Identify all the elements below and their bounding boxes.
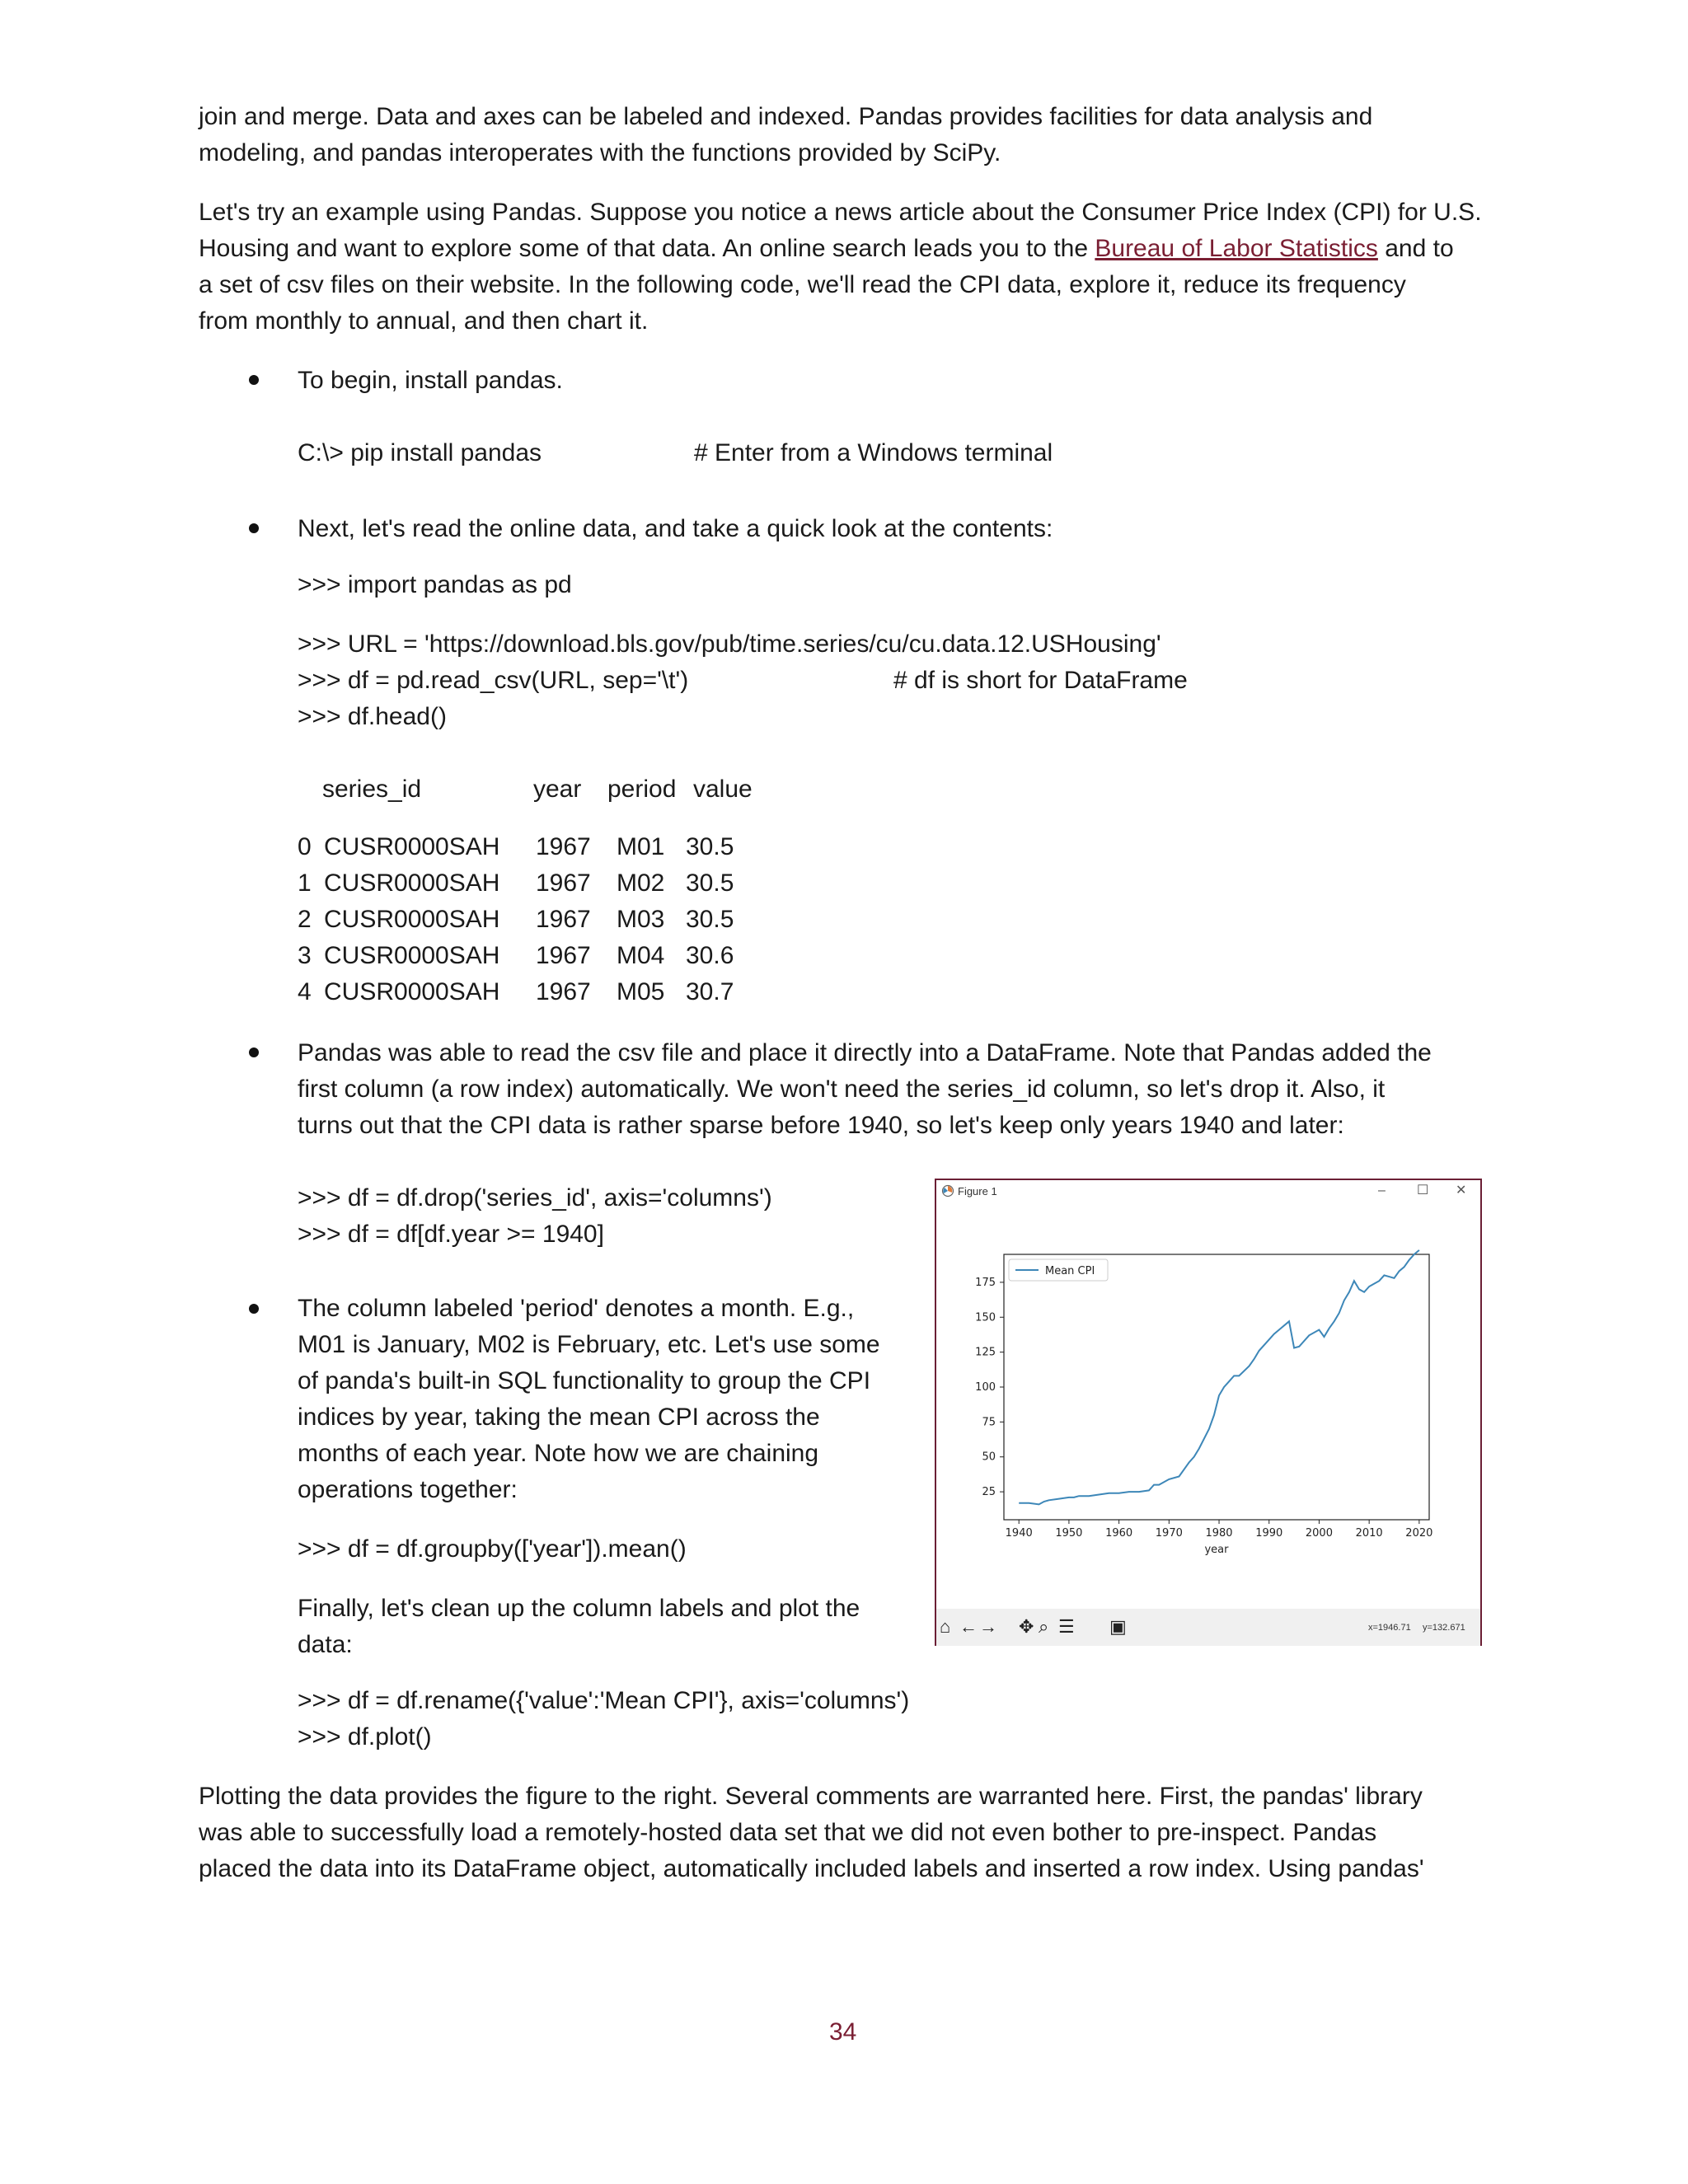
x-tick-label: 1970	[1155, 1527, 1183, 1540]
table-cell: 30.7	[686, 978, 734, 1005]
x-tick-label: 1990	[1255, 1527, 1283, 1540]
closing-line-2: was able to successfully load a remotely-hosted data set that we did not even bother to pre-inspect. Pandas	[199, 1819, 1377, 1846]
code-url: >>> URL = 'https://download.bls.gov/pub/time.series/cu/cu.data.12.USHousing'	[298, 630, 1161, 658]
code-rename: >>> df = df.rename({'value':'Mean CPI'}, axis='columns')	[298, 1687, 910, 1714]
y-tick-label: 100	[975, 1381, 996, 1394]
table-header: year	[533, 776, 582, 803]
code-import: >>> import pandas as pd	[298, 571, 572, 598]
table-cell: 30.5	[686, 906, 734, 933]
table-cell: 30.5	[686, 869, 734, 897]
table-cell: M02	[617, 869, 665, 897]
x-tick-label: 1960	[1105, 1527, 1133, 1540]
paragraph-2-line-3: a set of csv files on their website. In the following code, we'll read the CPI data, explore it, reduce its frequency	[199, 271, 1406, 298]
closing-line-3: placed the data into its DataFrame object, automatically included labels and inserted a row index. Using pandas'	[199, 1855, 1424, 1882]
minimize-button[interactable]: –	[1378, 1183, 1386, 1197]
table-cell: 30.6	[686, 942, 734, 969]
table-cell: CUSR0000SAH	[324, 833, 500, 860]
x-tick-label: 1940	[1005, 1527, 1033, 1540]
x-axis-label: year	[1204, 1544, 1229, 1556]
y-tick-label: 175	[975, 1276, 996, 1289]
bullet-marker	[249, 523, 259, 533]
y-tick-label: 50	[982, 1451, 996, 1464]
table-header: period	[607, 776, 677, 803]
y-tick-label: 25	[982, 1486, 996, 1499]
code-drop: >>> df = df.drop('series_id', axis='columns')	[298, 1184, 772, 1212]
bullet-4-text-2-line-1: Finally, let's clean up the column labels and plot the	[298, 1595, 860, 1622]
code-head: >>> df.head()	[298, 703, 447, 730]
bullet-4-line-6: operations together:	[298, 1476, 518, 1503]
table-cell: 1967	[536, 833, 591, 860]
bullet-4-line-3: of panda's built-in SQL functionality to group the CPI	[298, 1367, 871, 1394]
bullet-3-line-2: first column (a row index) automatically. We won't need the series_id column, so let's drop it. Also, it	[298, 1076, 1386, 1103]
table-header: series_id	[322, 776, 422, 803]
table-cell: 0	[298, 833, 312, 860]
forward-arrow-icon[interactable]: →	[979, 1616, 997, 1637]
code-read-csv: >>> df = pd.read_csv(URL, sep='\t')	[298, 667, 689, 694]
paragraph-1-line-1: join and merge. Data and axes can be labeled and indexed. Pandas provides facilities for data analysis and	[199, 103, 1373, 130]
code-groupby: >>> df = df.groupby(['year']).mean()	[298, 1535, 687, 1563]
page-number: 34	[829, 2018, 857, 2046]
code-comment: # df is short for DataFrame	[893, 667, 1188, 694]
bullet-3-line-3: turns out that the CPI data is rather sparse before 1940, so let's keep only years 1940 and later:	[298, 1112, 1344, 1139]
table-cell: M01	[617, 833, 665, 860]
bullet-marker	[249, 1047, 259, 1057]
table-cell: 1967	[536, 906, 591, 933]
close-button[interactable]: ✕	[1456, 1183, 1467, 1197]
paragraph-2-line-2	[199, 231, 1454, 267]
table-cell: 30.5	[686, 833, 734, 860]
bullet-1-text: To begin, install pandas.	[298, 367, 563, 394]
y-tick-label: 125	[975, 1346, 996, 1359]
cursor-x-readout: x=1946.71	[1368, 1623, 1411, 1633]
figure-window	[935, 1179, 1482, 1646]
bullet-3-line-1: Pandas was able to read the csv file and place it directly into a DataFrame. Note that Pandas added the	[298, 1039, 1432, 1066]
paragraph-2-text: Housing and want to explore some of that data. An online search leads you to the	[199, 235, 1095, 262]
bullet-4-text-2-line-2: data:	[298, 1631, 353, 1658]
table-cell: 1967	[536, 978, 591, 1005]
bullet-2-text: Next, let's read the online data, and take a quick look at the contents:	[298, 515, 1053, 542]
table-cell: 1967	[536, 869, 591, 897]
x-tick-label: 2020	[1405, 1527, 1433, 1540]
app-icon	[941, 1184, 954, 1197]
bullet-4-line-5: months of each year. Note how we are chaining	[298, 1440, 819, 1467]
table-cell: CUSR0000SAH	[324, 869, 500, 897]
configure-icon[interactable]: ☰	[1058, 1616, 1075, 1637]
home-icon[interactable]: ⌂	[940, 1616, 951, 1637]
y-tick-label: 75	[982, 1416, 996, 1429]
pan-icon[interactable]: ✥	[1019, 1616, 1034, 1637]
bullet-4-line-4: indices by year, taking the mean CPI across the	[298, 1404, 820, 1431]
y-tick-label: 150	[975, 1311, 996, 1324]
code-filter: >>> df = df[df.year >= 1940]	[298, 1221, 604, 1248]
save-icon[interactable]: ▣	[1109, 1616, 1127, 1637]
paragraph-1-line-2: modeling, and pandas interoperates with the functions provided by SciPy.	[199, 139, 1001, 166]
table-cell: 4	[298, 978, 312, 1005]
figure-title: Figure 1	[958, 1185, 997, 1197]
table-cell: CUSR0000SAH	[324, 906, 500, 933]
bullet-marker	[249, 375, 259, 385]
table-cell: 2	[298, 906, 312, 933]
table-cell: 1967	[536, 942, 591, 969]
code-plot: >>> df.plot()	[298, 1723, 432, 1750]
closing-line-1: Plotting the data provides the figure to the right. Several comments are warranted here. First, the pandas' library	[199, 1783, 1423, 1810]
figure-toolbar	[936, 1609, 1480, 1646]
paragraph-2-line-1: Let's try an example using Pandas. Suppose you notice a news article about the Consumer Price Index (CPI) for U.S.	[199, 199, 1482, 226]
x-tick-label: 2010	[1355, 1527, 1383, 1540]
bullet-marker	[249, 1304, 259, 1314]
x-tick-label: 2000	[1305, 1527, 1333, 1540]
bls-link[interactable]: Bureau of Labor Statistics	[1095, 235, 1378, 262]
paragraph-2-line-4: from monthly to annual, and then chart it.	[199, 307, 649, 335]
table-cell: M05	[617, 978, 665, 1005]
figure-titlebar	[936, 1180, 1480, 1205]
table-cell: CUSR0000SAH	[324, 978, 500, 1005]
table-cell: M04	[617, 942, 665, 969]
back-arrow-icon[interactable]: ←	[959, 1616, 978, 1637]
plot-area	[1004, 1254, 1429, 1520]
code-comment: # Enter from a Windows terminal	[694, 439, 1053, 466]
paragraph-2-text-end: and to	[1377, 235, 1454, 262]
bullet-4-line-1: The column labeled 'period' denotes a month. E.g.,	[298, 1295, 855, 1322]
cpi-chart	[936, 1205, 1480, 1609]
cursor-y-readout: y=132.671	[1423, 1623, 1465, 1633]
code-pip-install: C:\> pip install pandas	[298, 439, 542, 466]
table-cell: 1	[298, 869, 312, 897]
table-cell: M03	[617, 906, 665, 933]
x-tick-label: 1980	[1205, 1527, 1233, 1540]
maximize-button[interactable]: ☐	[1417, 1183, 1429, 1197]
x-tick-label: 1950	[1055, 1527, 1083, 1540]
table-cell: 3	[298, 942, 312, 969]
table-header: value	[693, 776, 753, 803]
zoom-icon[interactable]: ⌕	[1039, 1616, 1049, 1637]
table-cell: CUSR0000SAH	[324, 942, 500, 969]
bullet-4-line-2: M01 is January, M02 is February, etc. Let's use some	[298, 1331, 880, 1358]
legend-label: Mean CPI	[1045, 1265, 1095, 1277]
